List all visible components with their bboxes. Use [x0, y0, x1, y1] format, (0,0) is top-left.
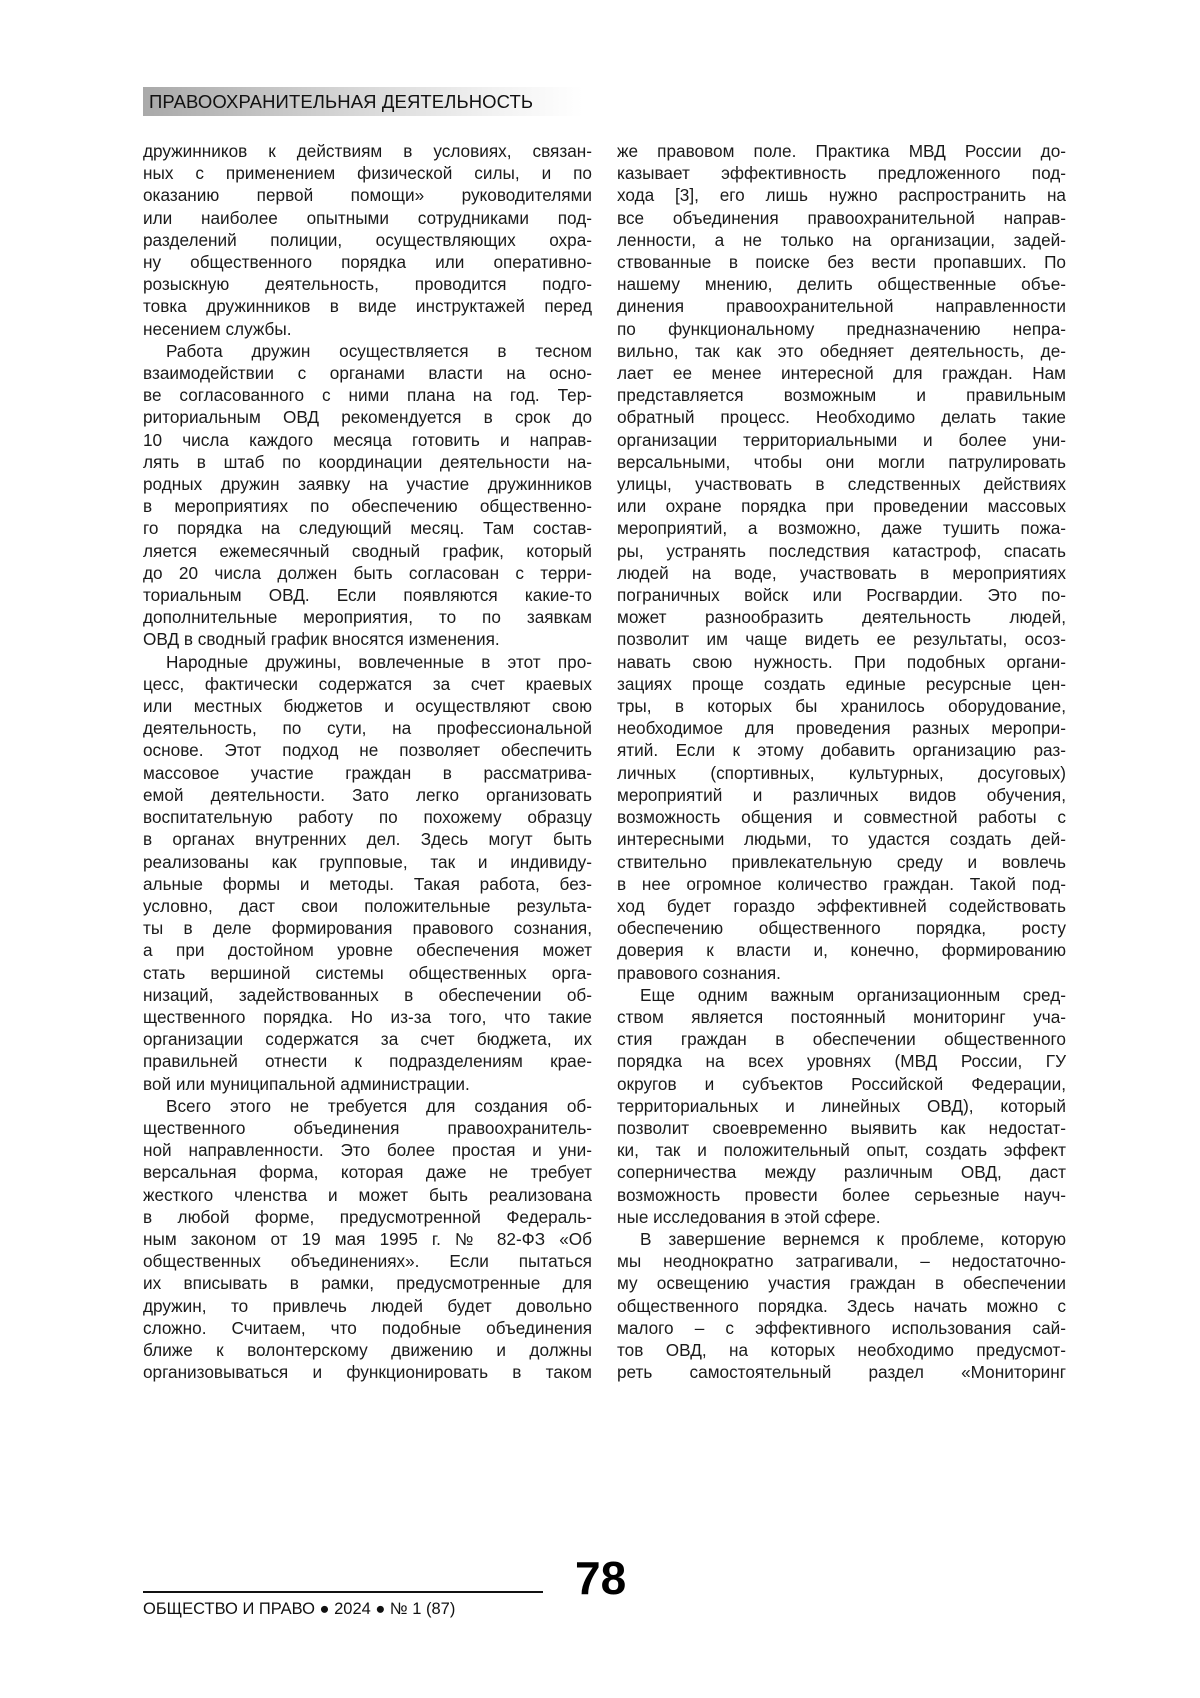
text-line: му освещению участия граждан в обеспечении	[617, 1273, 1066, 1294]
text-line: щественного объединения правоохранитель-	[143, 1117, 592, 1138]
text-line: низаций, задействованных в обеспечении об-	[143, 984, 592, 1005]
text-line: цесс, фактически содержатся за счет краевых	[143, 673, 592, 694]
text-line: необходимое для проведения разных меропри-	[617, 718, 1066, 739]
text-line: условно, даст свои положительные результа-	[143, 895, 592, 916]
footer-divider	[143, 1591, 543, 1593]
text-line: обеспечению общественного порядка, росту	[617, 918, 1066, 939]
text-line: пограничных войск или Росгвардии. Это по-	[617, 585, 1066, 606]
text-line: ленности, а не только на организации, задей-	[617, 229, 1066, 250]
text-line: ближе к волонтерскому движению и должны	[143, 1339, 592, 1360]
text-line: ход будет гораздо эффективней содействовать	[617, 895, 1066, 916]
text-line: обратный процесс. Необходимо делать такие	[617, 407, 1066, 428]
text-line: или местных бюджетов и осуществляют свою	[143, 696, 592, 717]
text-line: казывает эффективность предложенного под-	[617, 163, 1066, 184]
text-line: возможность общения и совместной работы с	[617, 807, 1066, 828]
text-line: риториальным ОВД рекомендуется в срок до	[143, 407, 592, 428]
text-line: общественного порядка. Здесь начать можно с	[617, 1295, 1066, 1316]
text-line: в любой форме, предусмотренной Федераль-	[143, 1206, 592, 1227]
text-line: доверия к власти и, конечно, формированию	[617, 940, 1066, 961]
text-line: их вписывать в рамки, предусмотренные для	[143, 1273, 592, 1294]
text-line: интересными людьми, то удастся создать дей-	[617, 829, 1066, 850]
text-line: округов и субъектов Российской Федерации,	[617, 1073, 1066, 1094]
text-line: организовываться и функционировать в таком	[143, 1362, 592, 1383]
text-line: или наиболее опытными сотрудниками под-	[143, 207, 592, 228]
text-line: тов ОВД, на которых необходимо предусмот-	[617, 1339, 1066, 1360]
text-line: дополнительные мероприятия, то по заявкам	[143, 607, 592, 628]
paragraph	[143, 651, 592, 1095]
text-line: мероприятий и различных видов обучения,	[617, 784, 1066, 805]
text-line: в органах внутренних дел. Здесь могут быть	[143, 829, 592, 850]
text-line: хода [3], его лишь нужно распространить на	[617, 185, 1066, 206]
text-line: правового сознания.	[617, 962, 781, 983]
text-line: в мероприятиях по обеспечению общественно-	[143, 496, 592, 517]
text-line: личных (спортивных, культурных, досуговых)	[617, 762, 1066, 783]
text-line: товка дружинников в виде инструктажей перед	[143, 296, 592, 317]
text-line: улицы, участвовать в следственных действиях	[617, 474, 1066, 495]
text-line: ляется ежемесячный сводный график, который	[143, 540, 592, 561]
text-line: жесткого членства и может быть реализована	[143, 1184, 592, 1205]
text-line: щественного порядка. Но из-за того, что такие	[143, 1006, 592, 1027]
text-line: емой деятельности. Зато легко организовать	[143, 784, 592, 805]
text-line: Работа дружин осуществляется в тесном	[166, 340, 592, 361]
text-line: ные исследования в этой сфере.	[617, 1206, 881, 1227]
text-line: несением службы.	[143, 318, 292, 339]
text-line: сложно. Считаем, что подобные объединения	[143, 1317, 592, 1338]
text-line: ных с применением физической силы, и по	[143, 163, 592, 184]
text-line: ры, устранять последствия катастроф, спасать	[617, 540, 1066, 561]
text-line: представляется возможным и правильным	[617, 385, 1066, 406]
paragraph	[617, 140, 1066, 984]
text-line: В завершение вернемся к проблеме, которую	[640, 1228, 1066, 1249]
text-line: вильно, так как это обедняет деятельность, де-	[617, 340, 1066, 361]
text-line: ным законом от 19 мая 1995 г. № 82-ФЗ «Об	[143, 1228, 592, 1249]
text-line: навать свою нужность. При подобных органи-	[617, 651, 1066, 672]
text-line: воспитательную работу по похожему образцу	[143, 807, 592, 828]
text-line: территориальных и линейных ОВД), который	[617, 1095, 1066, 1116]
text-line: взаимодействии с органами власти на осно-	[143, 363, 592, 384]
text-line: организации содержатся за счет бюджета, их	[143, 1029, 592, 1050]
text-line: разделений полиции, осуществляющих охра-	[143, 229, 592, 250]
text-line: возможность провести более серьезные науч-	[617, 1184, 1066, 1205]
text-line: реализованы как групповые, так и индивиду-	[143, 851, 592, 872]
right-column	[617, 140, 1066, 1383]
text-line: ствованные в поиске без вести пропавших. По	[617, 252, 1066, 273]
text-line: в нее огромное количество граждан. Такой под-	[617, 873, 1066, 894]
text-line: правильней отнести к подразделениям крае-	[143, 1051, 592, 1072]
text-line: ки, так и положительный опыт, создать эффект	[617, 1140, 1066, 1161]
text-line: ну общественного порядка или оперативно-	[143, 252, 592, 273]
text-line: розыскную деятельность, проводится подго-	[143, 274, 592, 295]
text-line: массовое участие граждан в рассматрива-	[143, 762, 592, 783]
text-line: альные формы и методы. Такая работа, без-	[143, 873, 592, 894]
text-line: го порядка на следующий месяц. Там состав-	[143, 518, 592, 539]
text-line: или охране порядка при проведении массовых	[617, 496, 1066, 517]
text-line: вой или муниципальной администрации.	[143, 1073, 470, 1094]
text-line: общественных объединениях». Если пытаться	[143, 1251, 592, 1272]
text-line: дружин, то привлечь людей будет довольно	[143, 1295, 592, 1316]
text-line: деятельность, по сути, на профессиональной	[143, 718, 592, 739]
text-line: ятий. Если к этому добавить организацию раз-	[617, 740, 1066, 761]
text-line: оказанию первой помощи» руководителями	[143, 185, 592, 206]
text-line: ты в деле формирования правового сознания,	[143, 918, 592, 939]
text-line: ториальным ОВД. Если появляются какие-то	[143, 585, 592, 606]
text-line: лять в штаб по координации деятельности на-	[143, 451, 592, 472]
text-line: людей на воде, участвовать в мероприятиях	[617, 562, 1066, 583]
text-line: до 20 числа должен быть согласован с терри-	[143, 562, 592, 583]
text-line: реть самостоятельный раздел «Мониторинг	[617, 1362, 1066, 1383]
text-line: позволит им чаще видеть ее результаты, осоз-	[617, 629, 1066, 650]
text-line: ной направленности. Это более простая и уни-	[143, 1140, 592, 1161]
text-line: ве согласованного с ними плана на год. Тер-	[143, 385, 592, 406]
text-line: стия граждан в обеспечении общественного	[617, 1029, 1066, 1050]
text-line: дружинников к действиям в условиях, связан-	[143, 141, 592, 161]
paragraph	[617, 984, 1066, 1228]
text-line: нашему мнению, делить общественные объе-	[617, 274, 1066, 295]
text-line: ством является постоянный мониторинг уча-	[617, 1006, 1066, 1027]
left-column	[143, 140, 592, 1383]
text-line: зациях проще создать единые ресурсные цен-	[617, 673, 1066, 694]
text-line: Народные дружины, вовлеченные в этот про-	[166, 651, 592, 672]
text-line: же правовом поле. Практика МВД России до-	[617, 141, 1066, 161]
paragraph	[143, 140, 592, 340]
text-line: стать вершиной системы общественных орга-	[143, 962, 592, 983]
text-line: мероприятий, а возможно, даже тушить пожа-	[617, 518, 1066, 539]
paragraph	[143, 340, 592, 651]
text-line: а при достойном уровне обеспечения может	[143, 940, 592, 961]
text-line: версальная форма, которая даже не требует	[143, 1162, 592, 1183]
text-line: Всего этого не требуется для создания об-	[166, 1095, 592, 1116]
text-line: основе. Этот подход не позволяет обеспечить	[143, 740, 592, 761]
paragraph	[617, 1228, 1066, 1383]
text-line: лает ее менее интересной для граждан. Нам	[617, 363, 1066, 384]
running-head	[143, 87, 583, 116]
text-line: может разнообразить деятельность людей,	[617, 607, 1066, 628]
journal-info: ОБЩЕСТВО И ПРАВО ● 2024 ● № 1 (87)	[143, 1600, 456, 1618]
text-line: родных дружин заявку на участие дружинников	[143, 474, 592, 495]
running-head-title: ПРАВООХРАНИТЕЛЬНАЯ ДЕЯТЕЛЬНОСТЬ	[149, 91, 534, 112]
paragraph	[143, 1095, 592, 1384]
text-line: динения правоохранительной направленности	[617, 296, 1066, 317]
text-line: тры, в которых бы хранилось оборудование,	[617, 696, 1066, 717]
page-number: 78	[575, 1552, 627, 1604]
text-line: соперничества между различным ОВД, даст	[617, 1162, 1066, 1183]
text-line: мы неоднократно затрагивали, – недостаточно-	[617, 1251, 1066, 1272]
text-line: Еще одним важным организационным сред-	[640, 984, 1066, 1005]
text-line: позволит своевременно выявить как недостат-	[617, 1117, 1066, 1138]
text-line: все объединения правоохранительной направ-	[617, 207, 1066, 228]
text-line: 10 числа каждого месяца готовить и направ-	[143, 429, 592, 450]
text-line: организации территориальными и более уни-	[617, 429, 1066, 450]
text-line: версальными, чтобы они могли патрулировать	[617, 451, 1066, 472]
text-line: по функциональному предназначению непра-	[617, 318, 1066, 339]
text-line: ствительно привлекательную среду и вовлечь	[617, 851, 1066, 872]
text-line: ОВД в сводный график вносятся изменения.	[143, 629, 500, 650]
text-line: порядка на всех уровнях (МВД России, ГУ	[617, 1051, 1066, 1072]
text-line: малого – с эффективного использования сай-	[617, 1317, 1066, 1338]
